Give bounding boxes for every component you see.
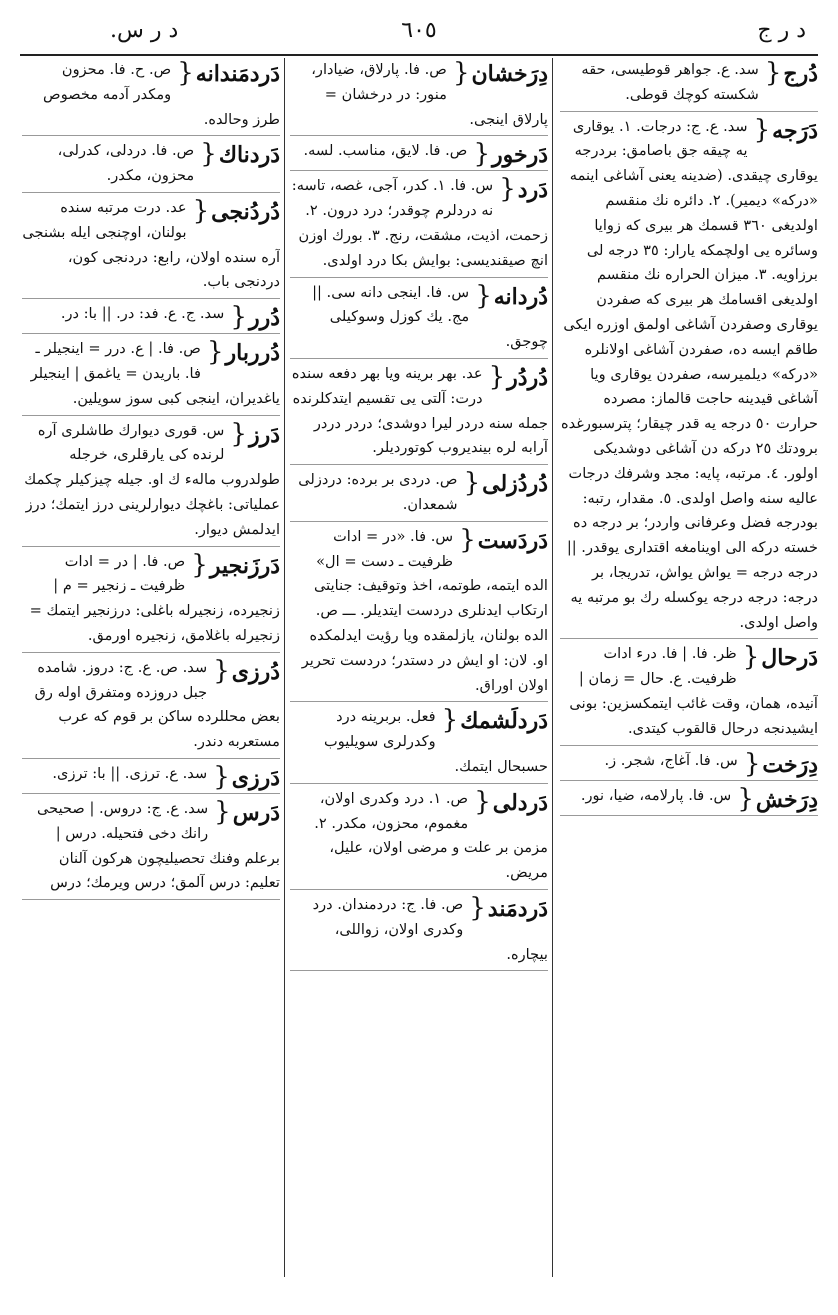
dictionary-entry xyxy=(22,762,280,791)
definition-text: ص. فا. ج: دردمندان. درد وكدرى اولان، زواللى، بيچاره. xyxy=(312,895,548,963)
definition-text: ص. فا. پارلاق، ضيادار، منور: در درخشان = پارلاق اينجى. xyxy=(311,61,548,128)
dictionary-entry xyxy=(560,642,818,741)
headword: دَردمَند { xyxy=(469,893,548,924)
headword: دُردانه { xyxy=(475,281,548,312)
entry-divider xyxy=(22,333,280,334)
entry-divider xyxy=(560,745,818,746)
dictionary-entry xyxy=(290,468,548,518)
entry-divider xyxy=(560,638,818,639)
entry-divider xyxy=(290,701,548,702)
entry-divider xyxy=(22,899,280,900)
headword: دِرَخشان { xyxy=(453,58,548,89)
headword: دَردمَندانه { xyxy=(177,58,280,89)
entry-divider xyxy=(290,170,548,171)
dictionary-entry xyxy=(290,174,548,273)
definition-text: عد. بهر برينه ويا بهر دفعه سنده درت: آلتى يى تقسيم ايتدكلرنده جمله سنه دردر ليرا دوشدى؛ دردر دردر آرابه لره بينديروب كوتورديلر. xyxy=(291,364,548,457)
headword: دَرز { xyxy=(230,419,280,450)
dictionary-entry xyxy=(290,58,548,132)
headword: دُرج { xyxy=(765,58,818,89)
column-rule xyxy=(284,58,285,1277)
dictionary-entry xyxy=(22,656,280,755)
definition-text: س. فا. آغاج، شجر. ز. xyxy=(604,751,738,769)
definition-text: ظر. فا. | فا. درء ادات ظرفيت. ع. حال = زمان | آنيده، همان، وقت غائب ايتمكسزين: بونى ايشيدنجه درحال قالقوب كيتدى. xyxy=(569,645,818,737)
headword: دَرَجه { xyxy=(754,115,818,146)
headword: دَرخور { xyxy=(473,139,548,170)
headword: دُردُنجى { xyxy=(193,196,280,227)
definition-text: سد. ج. ع. فد: در. || با: در. xyxy=(60,305,225,323)
entry-divider xyxy=(290,783,548,784)
dictionary-entry xyxy=(560,749,818,778)
dictionary-entry xyxy=(290,139,548,169)
headword: دَرزَنجير { xyxy=(191,550,280,581)
entry-divider xyxy=(22,135,280,136)
entry-divider xyxy=(560,815,818,816)
dictionary-entry xyxy=(560,784,818,813)
dictionary-entry xyxy=(22,797,280,896)
dictionary-entry xyxy=(290,525,548,699)
definition-text: سد. ع. جواهر قوطيسى، حقه شكسته كوچك قوطى. xyxy=(581,61,759,103)
definition-text: س. فا. پارلامه، ضيا، نور. xyxy=(580,786,732,804)
definition-text: سد. ص. ع. ج: دروز. شامده جبل دروزده ومتفرق اوله رق بعض محللرده ساكن بر قوم كه عرب مستعربه دندر. xyxy=(34,658,280,751)
dictionary-entry xyxy=(290,893,548,967)
definition-text: عد. درت مرتبه سنده بولنان، اوچنجى ايله بشنجى آره سنده اولان، رابع: دردنجى كون، دردنجى باب. xyxy=(22,198,280,291)
definition-text: سد. ع. ج: دروس. | صحيحى رانك دخى فتحيله. درس | برعلم وفنك تحصيليچون هركون آلنان تعليم: درس آلمق؛ درس ويرمك؛ درس xyxy=(37,799,280,892)
dictionary-entry xyxy=(290,362,548,461)
headword: دُرزى { xyxy=(213,656,280,687)
headword: دِرَخش { xyxy=(737,784,818,815)
entry-divider xyxy=(22,758,280,759)
page-number: ٦٠٥ xyxy=(401,18,437,43)
entry-divider xyxy=(290,889,548,890)
dictionary-entry xyxy=(22,419,280,543)
dictionary-entry xyxy=(22,550,280,649)
headword: دُرر { xyxy=(230,302,280,333)
entry-divider xyxy=(290,135,548,136)
definition-text: ص. دردى بر برده: دردزلى شمعدان. xyxy=(298,471,458,513)
dictionary-entry xyxy=(22,337,280,411)
definition-text: ص. فا. لايق، مناسب. لسه. xyxy=(303,142,468,160)
headword: دَرزى { xyxy=(213,762,280,793)
entry-divider xyxy=(560,111,818,112)
headword: دُردُر { xyxy=(489,362,548,393)
dictionary-entry xyxy=(290,281,548,355)
dictionary-entry xyxy=(560,115,818,636)
definition-text: سد. ع. ج: درجات. ١. يوقارى يه چيقه جق باصامق: بردرجه يوقارى چيقدى. (ضدينه يعنى آشاغى اينمه «دركه» ديمير). ٢. دائره نك منقسم اولديغى ٣٦٠ قسمك هر بيرى كه زوايا وسائره يى اولچمكه يارار: ٣٥ درجه لى برزاويه. ٣. ميزان الحراره نك منقسم اولديغى اقسامك هر بيرى كه صفردن يوقارى وصفردن آشاغى اولمق اوزره ايكى طاقم ايسه ده، صفردن آشاغى اولانلره «دركه» ديلميرسه، صفردن يوقارى ويا آشاغى قيدينه حاجت قالماز: مصرده حرارت ٥٠ درجه يه قدر چيقار؛ پترسبورغده برودتك ٢٥ دركه دن آشاغى دوشديكى اولور. ٤. مرتبه، پايه: مجد وشرفك درجات عاليه سنه واصل اولدى. ٥. مقدار، رتبه: بودرجه فضل وعرفانى واردر؛ بر درجه ده خسته دركه الى اوينامغه اقتدارى يوقدر. || درجه درجه = يواش يواش، تدريجا، بر درجه: درجه درجه يوكسله رك بو مرتبه يه واصل اولدى. xyxy=(560,117,818,631)
headword: دَرحال { xyxy=(743,642,818,673)
running-head-right: د ر ج xyxy=(757,18,806,43)
dictionary-entry xyxy=(22,196,280,295)
definition-text: سد. ع. ترزى. || با: ترزى. xyxy=(52,764,208,782)
headword: دَردلَشمك { xyxy=(442,705,548,736)
definition-text: س. فا. اينجى دانه سى. || مج. يك كوزل وسوكيلى چوجق. xyxy=(312,283,548,351)
entry-divider xyxy=(22,652,280,653)
dictionary-entry xyxy=(560,58,818,108)
entry-divider xyxy=(22,298,280,299)
headword: دُردُزلى { xyxy=(464,468,548,499)
definition-text: ص. فا. | در = ادات ظرفيت ـ زنجير = م | زنجيرده، زنجيرله باغلى: درزنجير ايتمك = زنجيرله باغلامق، زنجيره اورمق. xyxy=(29,552,280,644)
dictionary-entry xyxy=(22,139,280,189)
headword: دِرَخت { xyxy=(744,749,818,780)
dictionary-entry xyxy=(290,787,548,886)
definition-text: س. فا. ١. كدر، آجى، غصه، تاسه: نه دردلرم چوقدر؛ درد درون. ٢. زحمت، اذيت، مشقت، رنج. ٣. بورك اوزن انچ صيقنديسى: بوايش بكا درد اولدى. xyxy=(291,177,548,269)
entry-divider xyxy=(290,277,548,278)
headword: دَردناك { xyxy=(200,139,280,170)
entry-divider xyxy=(22,415,280,416)
headword: دَرس { xyxy=(214,797,280,828)
definition-text: ص. ح. فا. محزون ومكدر آدمه مخصوص طرز وحالده. xyxy=(43,61,280,128)
entry-divider xyxy=(22,192,280,193)
headword: دَرد { xyxy=(499,174,548,205)
dictionary-entry xyxy=(290,705,548,779)
dictionary-entry xyxy=(22,58,280,132)
definition-text: س. فا. «در = ادات ظرفيت ـ دست = ال» الده ايتمه، طوتمه، اخذ وتوقيف: جنايتى ارتكاب ايدنلرى دردست ايتديلر. ـــ ص. الده بولنان، يازلمقده ويا رؤيت ايدلمكده او. لان: او ايش در دستدر؛ دردست تحرير اولان اوراق. xyxy=(301,527,548,694)
entry-divider xyxy=(22,793,280,794)
definition-text: س. قورى ديوارك طاشلرى آره لرنده كى يارقلرى، خرجله طولدروب مالهء ك او. جيله چيزكيلر چكمك عملياتى: باغچك ديوارلرينى درز ايتمك؛ درز ايدلمش ديوار. xyxy=(24,421,280,538)
headword: دَردَست { xyxy=(459,525,548,556)
dictionary-entry xyxy=(22,302,280,332)
dictionary-column-left xyxy=(22,58,280,1277)
page-header xyxy=(20,14,818,56)
headword: دَردلى { xyxy=(474,787,548,818)
entry-divider xyxy=(290,464,548,465)
definition-text: ص. ١. درد وكدرى اولان، مغموم، محزون، مكدر. ٢. مزمن بر علت و مرضى اولان، عليل، مريض. xyxy=(314,789,548,882)
definition-text: ص. فا. دردلى، كدرلى، محزون، مكدر. xyxy=(57,142,195,185)
entry-divider xyxy=(22,546,280,547)
definition-text: فعل. بربرينه درد وكدرلرى سويليوب حسبحال ايتمك. xyxy=(324,708,548,775)
running-head-left: د ر س. xyxy=(110,18,179,43)
headword: دُرربار { xyxy=(207,337,280,368)
entry-divider xyxy=(290,970,548,971)
dictionary-column-middle xyxy=(290,58,548,1277)
definition-text: ص. فا. | ع. درر = اينجيلر ـ فا. باريدن = ياغمق | اينجيلر ياغديران، اينجى كبى سوز سويلين. xyxy=(30,340,280,407)
entry-divider xyxy=(290,358,548,359)
dictionary-column-right xyxy=(560,58,818,1277)
column-rule xyxy=(552,58,553,1277)
entry-divider xyxy=(290,521,548,522)
entry-divider xyxy=(560,780,818,781)
